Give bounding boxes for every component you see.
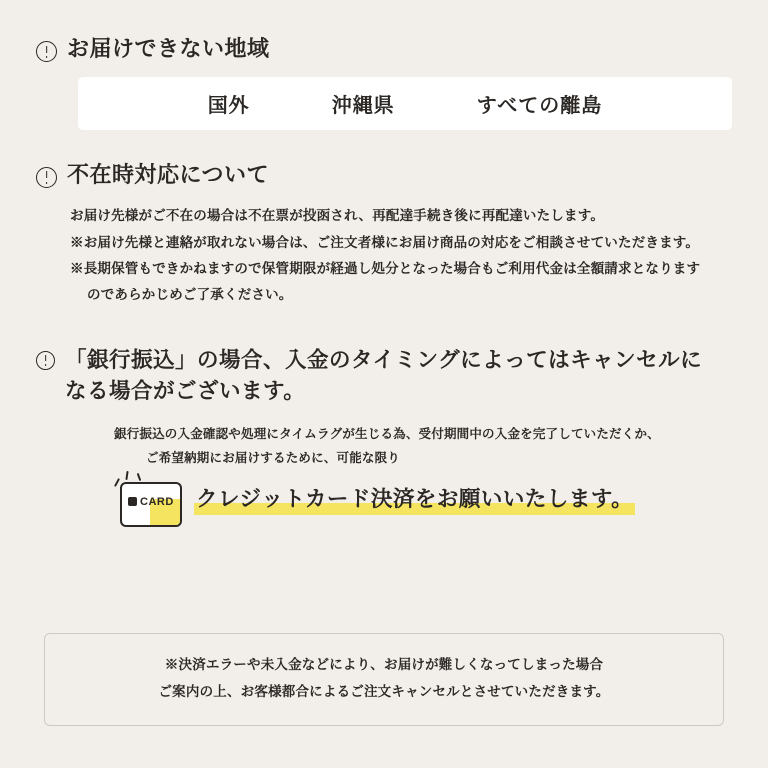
region-item: 国外 <box>207 94 250 117</box>
exclamation-circle-icon <box>36 167 57 188</box>
absence-line: ※長期保管もできかねますので保管期限が経過し処分となった場合もご利用代金は全額請求となります <box>70 261 701 276</box>
bank-transfer-heading-line2: なる場合がございます。 <box>65 378 306 403</box>
absence-body <box>70 203 732 308</box>
bottom-notice-box <box>44 633 724 726</box>
bottom-notice-line: ご案内の上、お客様都合によるご注文キャンセルとさせていただきます。 <box>158 683 610 699</box>
sparkle-icon <box>137 473 142 481</box>
bank-transfer-note-line: 銀行振込の入金確認や処理にタイムラグが生じる為、受付期間中の入金を完了していただくか、 <box>114 426 660 441</box>
absence-line: お届け先様がご不在の場合は不在票が投函され、再配達手続き後に再配達いたします。 <box>70 208 605 224</box>
credit-card-highlight-text: クレジットカード決済をお願いいたします。 <box>194 482 635 515</box>
bank-transfer-notes <box>114 423 732 471</box>
region-item: 沖縄県 <box>331 94 395 117</box>
region-item: すべての離島 <box>476 94 603 117</box>
absence-line: のであらかじめご了承ください。 <box>87 287 293 303</box>
section-undeliverable-areas <box>36 34 732 130</box>
undeliverable-heading: お届けできない地域 <box>67 36 270 61</box>
card-body <box>120 482 182 527</box>
bank-transfer-note-line: ご希望納期にお届けするために、可能な限り <box>146 450 401 465</box>
credit-card-callout <box>114 472 732 524</box>
exclamation-circle-icon <box>36 41 57 62</box>
bank-transfer-heading-line1: 「銀行振込」の場合、入金のタイミングによってはキャンセルに <box>65 347 703 372</box>
section-bank-transfer <box>36 345 732 525</box>
card-chip-icon <box>128 497 137 506</box>
section-heading <box>36 34 732 64</box>
sparkle-icon <box>125 471 128 480</box>
bottom-notice-line: ※決済エラーや未入金などにより、お届けが難しくなってしまった場合 <box>164 657 604 673</box>
absence-heading: 不在時対応について <box>67 161 270 187</box>
card-label: CARD <box>140 496 174 509</box>
absence-line: ※お届け先様と連絡が取れない場合は、ご注文者様にお届け商品の対応をご相談させていただきます。 <box>70 234 700 250</box>
bank-transfer-heading <box>65 345 702 407</box>
credit-card-icon <box>114 472 180 524</box>
section-heading <box>36 345 732 407</box>
section-absence-handling <box>36 160 732 309</box>
exclamation-circle-icon <box>36 351 55 370</box>
section-heading <box>36 160 732 190</box>
undeliverable-regions-card <box>78 77 732 130</box>
